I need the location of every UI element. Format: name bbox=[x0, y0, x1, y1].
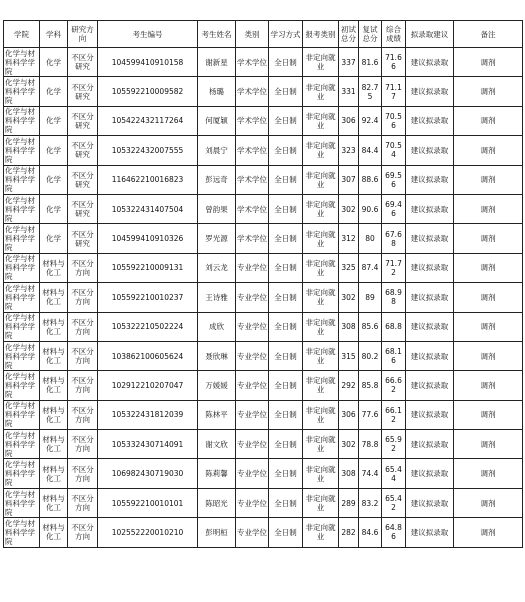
cell-candidate-id: 106982430719030 bbox=[98, 459, 198, 488]
cell-first-score: 289 bbox=[339, 488, 359, 517]
cell-first-score: 307 bbox=[339, 165, 359, 194]
cell-category: 专业学位 bbox=[236, 459, 269, 488]
cell-remark: 调剂 bbox=[454, 224, 523, 253]
cell-total-score: 68.16 bbox=[382, 341, 406, 370]
cell-total-score: 71.17 bbox=[382, 77, 406, 106]
cell-total-score: 67.68 bbox=[382, 224, 406, 253]
cell-discipline: 材料与化工 bbox=[40, 253, 68, 282]
cell-candidate-id: 105322431812039 bbox=[98, 400, 198, 429]
cell-college: 化学与材料科学学院 bbox=[4, 224, 40, 253]
cell-discipline: 化学 bbox=[40, 48, 68, 77]
cell-retest-score: 80 bbox=[359, 224, 382, 253]
cell-retest-score: 89 bbox=[359, 283, 382, 312]
cell-study-mode: 全日制 bbox=[269, 106, 303, 135]
cell-suggestion: 建议拟录取 bbox=[406, 430, 454, 459]
cell-name: 杨璐 bbox=[198, 77, 236, 106]
cell-retest-score: 83.2 bbox=[359, 488, 382, 517]
cell-direction: 不区分研究 bbox=[68, 194, 98, 223]
cell-study-mode: 全日制 bbox=[269, 253, 303, 282]
cell-direction: 不区分方向 bbox=[68, 400, 98, 429]
cell-study-mode: 全日制 bbox=[269, 136, 303, 165]
table-body bbox=[4, 48, 523, 548]
cell-college: 化学与材料科学学院 bbox=[4, 253, 40, 282]
cell-candidate-id: 102552220010210 bbox=[98, 518, 198, 547]
cell-category: 专业学位 bbox=[236, 283, 269, 312]
cell-first-score: 331 bbox=[339, 77, 359, 106]
cell-direction: 不区分方向 bbox=[68, 459, 98, 488]
cell-retest-score: 92.4 bbox=[359, 106, 382, 135]
cell-suggestion: 建议拟录取 bbox=[406, 459, 454, 488]
cell-retest-score: 80.2 bbox=[359, 341, 382, 370]
cell-retest-score: 74.4 bbox=[359, 459, 382, 488]
table-row bbox=[4, 459, 523, 488]
cell-name: 谢文欣 bbox=[198, 430, 236, 459]
cell-direction: 不区分研究 bbox=[68, 106, 98, 135]
cell-remark: 调剂 bbox=[454, 430, 523, 459]
cell-candidate-id: 105592210010237 bbox=[98, 283, 198, 312]
header-first-score: 初试总分 bbox=[339, 21, 359, 48]
cell-name: 何厦颖 bbox=[198, 106, 236, 135]
header-study-mode: 学习方式 bbox=[269, 21, 303, 48]
cell-college: 化学与材料科学学院 bbox=[4, 283, 40, 312]
cell-category: 学术学位 bbox=[236, 194, 269, 223]
cell-total-score: 69.56 bbox=[382, 165, 406, 194]
cell-suggestion: 建议拟录取 bbox=[406, 371, 454, 400]
cell-name: 曾韵果 bbox=[198, 194, 236, 223]
cell-category: 学术学位 bbox=[236, 165, 269, 194]
cell-suggestion: 建议拟录取 bbox=[406, 136, 454, 165]
cell-study-mode: 全日制 bbox=[269, 430, 303, 459]
cell-retest-score: 88.6 bbox=[359, 165, 382, 194]
cell-first-score: 292 bbox=[339, 371, 359, 400]
cell-category: 学术学位 bbox=[236, 48, 269, 77]
cell-direction: 不区分研究 bbox=[68, 77, 98, 106]
cell-candidate-id: 105422432117264 bbox=[98, 106, 198, 135]
cell-total-score: 64.86 bbox=[382, 518, 406, 547]
cell-apply-type: 非定向就业 bbox=[303, 312, 339, 341]
cell-study-mode: 全日制 bbox=[269, 165, 303, 194]
cell-study-mode: 全日制 bbox=[269, 400, 303, 429]
cell-apply-type: 非定向就业 bbox=[303, 77, 339, 106]
cell-remark: 调剂 bbox=[454, 341, 523, 370]
cell-first-score: 306 bbox=[339, 106, 359, 135]
cell-suggestion: 建议拟录取 bbox=[406, 488, 454, 517]
cell-discipline: 化学 bbox=[40, 224, 68, 253]
cell-direction: 不区分方向 bbox=[68, 312, 98, 341]
cell-apply-type: 非定向就业 bbox=[303, 283, 339, 312]
cell-total-score: 71.72 bbox=[382, 253, 406, 282]
cell-direction: 不区分方向 bbox=[68, 253, 98, 282]
cell-name: 万媛媛 bbox=[198, 371, 236, 400]
table-row bbox=[4, 283, 523, 312]
cell-apply-type: 非定向就业 bbox=[303, 224, 339, 253]
cell-college: 化学与材料科学学院 bbox=[4, 371, 40, 400]
cell-total-score: 66.62 bbox=[382, 371, 406, 400]
cell-category: 学术学位 bbox=[236, 224, 269, 253]
cell-category: 专业学位 bbox=[236, 371, 269, 400]
cell-apply-type: 非定向就业 bbox=[303, 371, 339, 400]
cell-suggestion: 建议拟录取 bbox=[406, 224, 454, 253]
cell-study-mode: 全日制 bbox=[269, 48, 303, 77]
cell-discipline: 材料与化工 bbox=[40, 371, 68, 400]
cell-college: 化学与材料科学学院 bbox=[4, 488, 40, 517]
header-total-score: 综合成绩 bbox=[382, 21, 406, 48]
cell-retest-score: 81.6 bbox=[359, 48, 382, 77]
cell-study-mode: 全日制 bbox=[269, 77, 303, 106]
cell-suggestion: 建议拟录取 bbox=[406, 77, 454, 106]
cell-candidate-id: 105332430714091 bbox=[98, 430, 198, 459]
cell-total-score: 66.12 bbox=[382, 400, 406, 429]
header-direction: 研究方向 bbox=[68, 21, 98, 48]
cell-suggestion: 建议拟录取 bbox=[406, 194, 454, 223]
cell-retest-score: 77.6 bbox=[359, 400, 382, 429]
cell-college: 化学与材料科学学院 bbox=[4, 400, 40, 429]
cell-candidate-id: 105592210009582 bbox=[98, 77, 198, 106]
cell-candidate-id: 103862100605624 bbox=[98, 341, 198, 370]
header-row bbox=[4, 21, 523, 48]
cell-total-score: 70.56 bbox=[382, 106, 406, 135]
cell-retest-score: 85.6 bbox=[359, 312, 382, 341]
cell-total-score: 68.8 bbox=[382, 312, 406, 341]
cell-category: 专业学位 bbox=[236, 518, 269, 547]
cell-first-score: 325 bbox=[339, 253, 359, 282]
cell-name: 谢新星 bbox=[198, 48, 236, 77]
cell-suggestion: 建议拟录取 bbox=[406, 165, 454, 194]
cell-first-score: 302 bbox=[339, 283, 359, 312]
cell-remark: 调剂 bbox=[454, 312, 523, 341]
cell-remark: 调剂 bbox=[454, 459, 523, 488]
cell-apply-type: 非定向就业 bbox=[303, 341, 339, 370]
cell-suggestion: 建议拟录取 bbox=[406, 283, 454, 312]
cell-remark: 调剂 bbox=[454, 48, 523, 77]
cell-direction: 不区分方向 bbox=[68, 518, 98, 547]
cell-candidate-id: 105322432007555 bbox=[98, 136, 198, 165]
cell-candidate-id: 104599410910326 bbox=[98, 224, 198, 253]
cell-candidate-id: 104599410910158 bbox=[98, 48, 198, 77]
cell-college: 化学与材料科学学院 bbox=[4, 430, 40, 459]
cell-total-score: 65.44 bbox=[382, 459, 406, 488]
cell-retest-score: 84.6 bbox=[359, 518, 382, 547]
cell-suggestion: 建议拟录取 bbox=[406, 106, 454, 135]
header-candidate-id: 考生编号 bbox=[98, 21, 198, 48]
cell-discipline: 材料与化工 bbox=[40, 283, 68, 312]
cell-remark: 调剂 bbox=[454, 136, 523, 165]
cell-direction: 不区分方向 bbox=[68, 488, 98, 517]
cell-name: 彭远奇 bbox=[198, 165, 236, 194]
table-row bbox=[4, 371, 523, 400]
cell-apply-type: 非定向就业 bbox=[303, 106, 339, 135]
header-category: 类别 bbox=[236, 21, 269, 48]
cell-suggestion: 建议拟录取 bbox=[406, 400, 454, 429]
cell-category: 专业学位 bbox=[236, 488, 269, 517]
cell-remark: 调剂 bbox=[454, 400, 523, 429]
cell-study-mode: 全日制 bbox=[269, 459, 303, 488]
cell-total-score: 71.66 bbox=[382, 48, 406, 77]
table-row bbox=[4, 136, 523, 165]
cell-direction: 不区分方向 bbox=[68, 341, 98, 370]
cell-college: 化学与材料科学学院 bbox=[4, 518, 40, 547]
cell-remark: 调剂 bbox=[454, 371, 523, 400]
cell-study-mode: 全日制 bbox=[269, 312, 303, 341]
cell-category: 专业学位 bbox=[236, 341, 269, 370]
cell-category: 专业学位 bbox=[236, 430, 269, 459]
header-college: 学院 bbox=[4, 21, 40, 48]
cell-retest-score: 90.6 bbox=[359, 194, 382, 223]
cell-remark: 调剂 bbox=[454, 518, 523, 547]
cell-name: 王诗雅 bbox=[198, 283, 236, 312]
cell-discipline: 材料与化工 bbox=[40, 488, 68, 517]
table-row bbox=[4, 165, 523, 194]
cell-discipline: 材料与化工 bbox=[40, 400, 68, 429]
cell-category: 专业学位 bbox=[236, 312, 269, 341]
table-row bbox=[4, 77, 523, 106]
cell-retest-score: 84.4 bbox=[359, 136, 382, 165]
cell-direction: 不区分研究 bbox=[68, 48, 98, 77]
cell-study-mode: 全日制 bbox=[269, 341, 303, 370]
cell-first-score: 282 bbox=[339, 518, 359, 547]
cell-first-score: 308 bbox=[339, 312, 359, 341]
header-suggestion: 拟录取建议 bbox=[406, 21, 454, 48]
table-row bbox=[4, 518, 523, 547]
cell-total-score: 70.54 bbox=[382, 136, 406, 165]
cell-first-score: 315 bbox=[339, 341, 359, 370]
cell-category: 专业学位 bbox=[236, 253, 269, 282]
cell-retest-score: 87.4 bbox=[359, 253, 382, 282]
cell-suggestion: 建议拟录取 bbox=[406, 341, 454, 370]
cell-retest-score: 85.8 bbox=[359, 371, 382, 400]
cell-name: 刘云龙 bbox=[198, 253, 236, 282]
cell-name: 陈昭光 bbox=[198, 488, 236, 517]
cell-category: 专业学位 bbox=[236, 400, 269, 429]
cell-study-mode: 全日制 bbox=[269, 518, 303, 547]
cell-first-score: 302 bbox=[339, 430, 359, 459]
table-row bbox=[4, 400, 523, 429]
cell-apply-type: 非定向就业 bbox=[303, 488, 339, 517]
cell-remark: 调剂 bbox=[454, 77, 523, 106]
cell-name: 陈林平 bbox=[198, 400, 236, 429]
cell-first-score: 323 bbox=[339, 136, 359, 165]
cell-apply-type: 非定向就业 bbox=[303, 194, 339, 223]
cell-college: 化学与材料科学学院 bbox=[4, 312, 40, 341]
cell-apply-type: 非定向就业 bbox=[303, 430, 339, 459]
cell-name: 陈莉馨 bbox=[198, 459, 236, 488]
cell-discipline: 材料与化工 bbox=[40, 430, 68, 459]
header-remark: 备注 bbox=[454, 21, 523, 48]
cell-apply-type: 非定向就业 bbox=[303, 136, 339, 165]
cell-name: 彭明桓 bbox=[198, 518, 236, 547]
cell-remark: 调剂 bbox=[454, 194, 523, 223]
cell-suggestion: 建议拟录取 bbox=[406, 518, 454, 547]
cell-college: 化学与材料科学学院 bbox=[4, 77, 40, 106]
cell-total-score: 65.42 bbox=[382, 488, 406, 517]
cell-category: 学术学位 bbox=[236, 106, 269, 135]
cell-total-score: 69.46 bbox=[382, 194, 406, 223]
cell-study-mode: 全日制 bbox=[269, 194, 303, 223]
cell-apply-type: 非定向就业 bbox=[303, 48, 339, 77]
cell-remark: 调剂 bbox=[454, 283, 523, 312]
cell-direction: 不区分方向 bbox=[68, 371, 98, 400]
cell-discipline: 材料与化工 bbox=[40, 459, 68, 488]
cell-name: 成欣 bbox=[198, 312, 236, 341]
table-row bbox=[4, 488, 523, 517]
cell-total-score: 65.92 bbox=[382, 430, 406, 459]
cell-college: 化学与材料科学学院 bbox=[4, 459, 40, 488]
cell-college: 化学与材料科学学院 bbox=[4, 48, 40, 77]
cell-college: 化学与材料科学学院 bbox=[4, 194, 40, 223]
cell-suggestion: 建议拟录取 bbox=[406, 312, 454, 341]
table-row bbox=[4, 341, 523, 370]
cell-discipline: 化学 bbox=[40, 194, 68, 223]
cell-name: 罗光源 bbox=[198, 224, 236, 253]
cell-retest-score: 78.8 bbox=[359, 430, 382, 459]
cell-first-score: 312 bbox=[339, 224, 359, 253]
table-row bbox=[4, 48, 523, 77]
cell-direction: 不区分方向 bbox=[68, 283, 98, 312]
cell-name: 刘晨宁 bbox=[198, 136, 236, 165]
cell-discipline: 化学 bbox=[40, 77, 68, 106]
cell-college: 化学与材料科学学院 bbox=[4, 136, 40, 165]
table-row bbox=[4, 106, 523, 135]
table-row bbox=[4, 253, 523, 282]
cell-first-score: 337 bbox=[339, 48, 359, 77]
admission-table bbox=[3, 20, 523, 548]
cell-candidate-id: 105322431407504 bbox=[98, 194, 198, 223]
table-row bbox=[4, 224, 523, 253]
header-name: 考生姓名 bbox=[198, 21, 236, 48]
cell-remark: 调剂 bbox=[454, 253, 523, 282]
cell-first-score: 306 bbox=[339, 400, 359, 429]
cell-remark: 调剂 bbox=[454, 165, 523, 194]
cell-apply-type: 非定向就业 bbox=[303, 518, 339, 547]
cell-apply-type: 非定向就业 bbox=[303, 400, 339, 429]
admission-sheet bbox=[3, 20, 523, 548]
cell-apply-type: 非定向就业 bbox=[303, 165, 339, 194]
cell-first-score: 302 bbox=[339, 194, 359, 223]
cell-candidate-id: 105592210010101 bbox=[98, 488, 198, 517]
header-discipline: 学科 bbox=[40, 21, 68, 48]
cell-name: 聂欣琳 bbox=[198, 341, 236, 370]
cell-discipline: 化学 bbox=[40, 136, 68, 165]
cell-total-score: 68.98 bbox=[382, 283, 406, 312]
table-row bbox=[4, 312, 523, 341]
cell-college: 化学与材料科学学院 bbox=[4, 165, 40, 194]
cell-retest-score: 82.75 bbox=[359, 77, 382, 106]
cell-direction: 不区分研究 bbox=[68, 136, 98, 165]
cell-college: 化学与材料科学学院 bbox=[4, 106, 40, 135]
cell-first-score: 308 bbox=[339, 459, 359, 488]
cell-apply-type: 非定向就业 bbox=[303, 253, 339, 282]
cell-suggestion: 建议拟录取 bbox=[406, 253, 454, 282]
cell-study-mode: 全日制 bbox=[269, 283, 303, 312]
cell-candidate-id: 116462210016823 bbox=[98, 165, 198, 194]
cell-direction: 不区分研究 bbox=[68, 224, 98, 253]
cell-discipline: 材料与化工 bbox=[40, 341, 68, 370]
header-retest-score: 复试总分 bbox=[359, 21, 382, 48]
table-row bbox=[4, 194, 523, 223]
header-apply-type: 报考类别 bbox=[303, 21, 339, 48]
cell-discipline: 化学 bbox=[40, 106, 68, 135]
cell-direction: 不区分研究 bbox=[68, 165, 98, 194]
cell-category: 学术学位 bbox=[236, 77, 269, 106]
cell-study-mode: 全日制 bbox=[269, 371, 303, 400]
cell-remark: 调剂 bbox=[454, 488, 523, 517]
cell-candidate-id: 105592210009131 bbox=[98, 253, 198, 282]
cell-candidate-id: 102912210207047 bbox=[98, 371, 198, 400]
table-row bbox=[4, 430, 523, 459]
cell-candidate-id: 105322210502224 bbox=[98, 312, 198, 341]
cell-college: 化学与材料科学学院 bbox=[4, 341, 40, 370]
cell-discipline: 材料与化工 bbox=[40, 312, 68, 341]
cell-direction: 不区分方向 bbox=[68, 430, 98, 459]
cell-apply-type: 非定向就业 bbox=[303, 459, 339, 488]
cell-suggestion: 建议拟录取 bbox=[406, 48, 454, 77]
cell-discipline: 材料与化工 bbox=[40, 518, 68, 547]
cell-remark: 调剂 bbox=[454, 106, 523, 135]
cell-study-mode: 全日制 bbox=[269, 488, 303, 517]
cell-study-mode: 全日制 bbox=[269, 224, 303, 253]
cell-category: 学术学位 bbox=[236, 136, 269, 165]
cell-discipline: 化学 bbox=[40, 165, 68, 194]
